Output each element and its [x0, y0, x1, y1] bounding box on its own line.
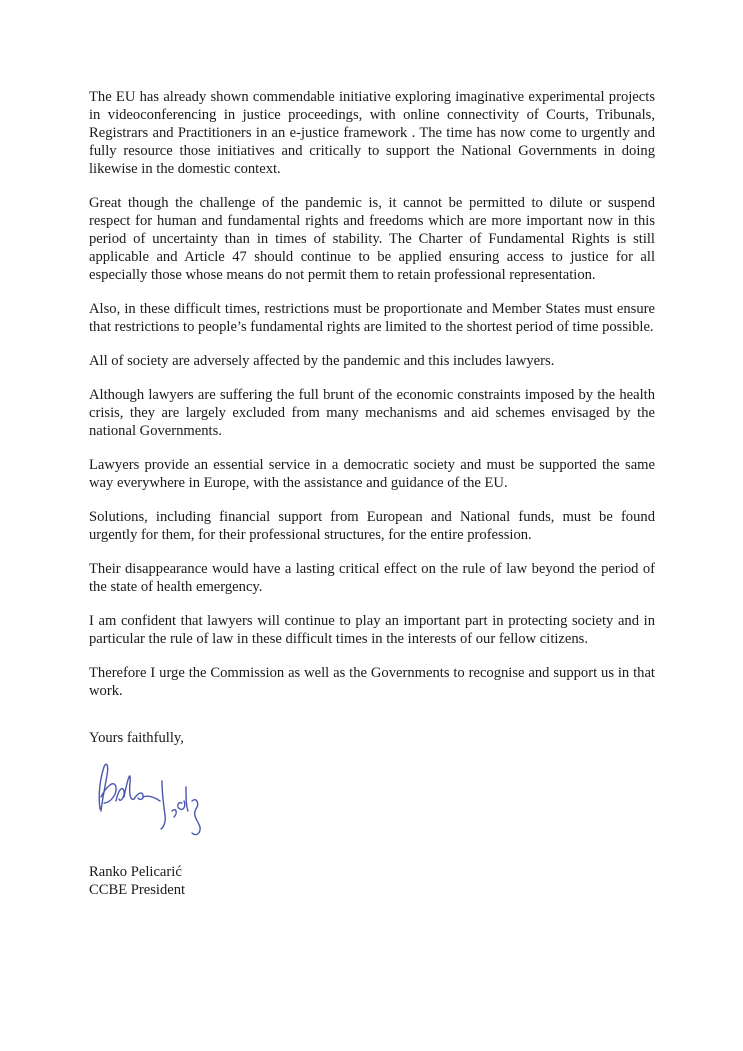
signatory-block — [89, 863, 185, 899]
paragraph-rule-of-law-effect: Their disappearance would have a lasting critical effect on the rule of law beyond the period of the state of health emergency. — [89, 561, 655, 595]
handwritten-signature — [86, 757, 226, 847]
paragraph-economic-constraints: Although lawyers are suffering the full brunt of the economic constraints imposed by the health crisis, they are largely excluded from many mechanisms and aid schemes envisaged by the national Governments. — [89, 387, 655, 439]
paragraph-e-justice: The EU has already shown commendable initiative exploring imaginative experimental projects in videoconferencing in justice proceedings, with online connectivity of Courts, Tribunals, Registrars and Practitioners in an e-justice framework . The time has now come to urgently and fully resource those initiatives and critically to support the National Governments in doing likewise in the domestic context. — [89, 89, 655, 177]
signatory-name: Ranko Pelicarić — [89, 864, 182, 880]
paragraph-essential-service: Lawyers provide an essential service in a democratic society and must be supported the same way everywhere in Europe, with the assistance and guidance of the EU. — [89, 457, 655, 491]
paragraph-financial-support: Solutions, including financial support from European and National funds, must be found urgently for them, for their professional structures, for the entire profession. — [89, 509, 655, 543]
closing-salutation: Yours faithfully, — [89, 730, 184, 746]
letter-body — [89, 88, 655, 716]
paragraph-restrictions: Also, in these difficult times, restrictions must be proportionate and Member States must ensure that restrictions to people’s fundamental rights are limited to the shortest period of time possible. — [89, 301, 655, 335]
paragraph-society-affected: All of society are adversely affected by the pandemic and this includes lawyers. — [89, 353, 555, 369]
paragraph-urge-commission: Therefore I urge the Commission as well as the Governments to recognise and support us in that work. — [89, 665, 655, 699]
paragraph-confidence: I am confident that lawyers will continue to play an important part in protecting society and in particular the rule of law in these difficult times in the interests of our fellow citizens. — [89, 613, 655, 647]
paragraph-fundamental-rights: Great though the challenge of the pandemic is, it cannot be permitted to dilute or suspend respect for human and fundamental rights and freedoms which are more important now in this period of uncertainty than in times of stability. The Charter of Fundamental Rights is still applicable and Article 47 should continue to be applied ensuring access to justice for all especially those whose means do not permit them to retain professional representation. — [89, 195, 655, 283]
signatory-title: CCBE President — [89, 882, 186, 898]
